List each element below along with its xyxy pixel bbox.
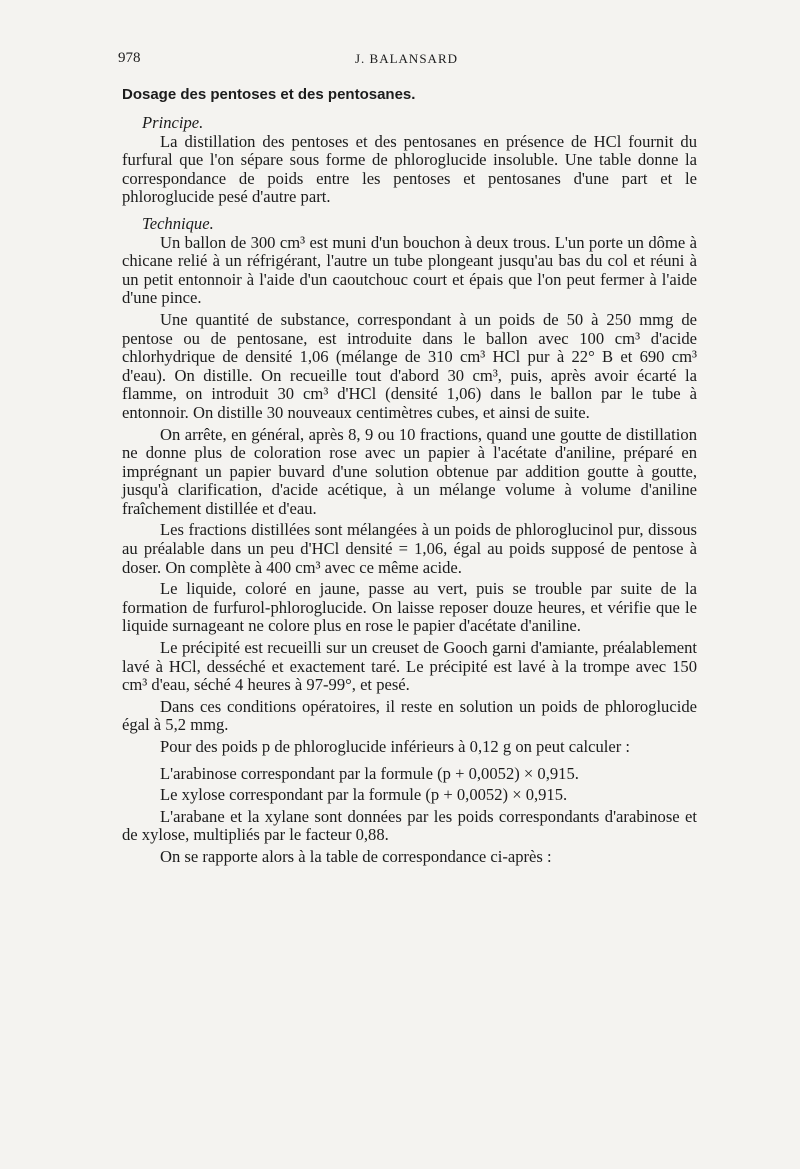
paragraph: On arrête, en général, après 8, 9 ou 10 fractions, quand une goutte de distillation ne donne plus de coloration rose avec un papier à l'acétate d'aniline, préparé en imprégnant un papier buvard d'une solution obtenue par addition goutte à goutte, jusqu'à clarification, d'acide acétique, à un mélange volume à volume d'aniline fraîchement distillée et d'eau.	[122, 424, 697, 518]
paragraph: Un ballon de 300 cm³ est muni d'un bouchon à deux trous. L'un porte un dôme à chicane relié à un réfrigérant, l'autre un tube plongeant jusqu'au bas du col et réuni à un petit entonnoir à l'aide d'un caoutchouc court et épais que l'on peut fermer à l'aide d'une pince.	[122, 232, 697, 308]
formula-arabinose: L'arabinose correspondant par la formule (p + 0,0052) × 0,915.	[160, 763, 579, 783]
page-body	[122, 86, 697, 867]
formula-xylose: Le xylose correspondant par la formule (p + 0,0052) × 0,915.	[160, 785, 568, 805]
page-number: 978	[118, 50, 141, 66]
paragraph: L'arabane et la xylane sont données par les poids correspondants d'arabinose et de xylose, multipliés par le facteur 0,88.	[122, 806, 697, 845]
paragraph: Le précipité est recueilli sur un creuset de Gooch garni d'amiante, préalablement lavé à HCl, desséché et exactement taré. Le précipité est lavé à la trompe avec 150 cm³ d'eau, séché 4 heures à 97-99°, et pesé.	[122, 638, 697, 695]
paragraph: Le liquide, coloré en jaune, passe au vert, puis se trouble par suite de la formation de furfurol-phloroglucide. On laisse reposer douze heures, et vérifie que le liquide surnageant ne colore plus en rose le papier d'acétate d'aniline.	[122, 579, 697, 636]
paragraph: Dans ces conditions opératoires, il reste en solution un poids de phloroglucide égal à 5,2 mmg.	[122, 696, 697, 735]
subheading-principe: Principe.	[142, 113, 204, 132]
paragraph-principe: La distillation des pentoses et des pentosanes en présence de HCl fournit du furfural que l'on sépare sous forme de phloroglucide insoluble. Une table donne la correspondance de poids entre les pentoses et pentosanes d'une part et le phloroglucide pesé d'autre part.	[122, 131, 697, 207]
section-title: Dosage des pentoses et des pentosanes.	[122, 86, 416, 103]
paragraph: On se rapporte alors à la table de correspondance ci-après :	[160, 846, 552, 866]
running-head-author: J. BALANSARD	[354, 51, 458, 66]
subheading-technique: Technique.	[142, 213, 214, 233]
paragraph: Les fractions distillées sont mélangées à un poids de phloroglucinol pur, dissous au préalable dans un peu d'HCl densité = 1,06, égal au poids supposé de pentose à doser. On complète à 400 cm³ avec ce même acide.	[122, 520, 697, 577]
paragraph: Pour des poids p de phloroglucide inférieurs à 0,12 g on peut calculer :	[160, 737, 631, 756]
paragraph: Une quantité de substance, correspondant à un poids de 50 à 250 mmg de pentose ou de pentosane, est introduite dans le ballon avec 100 cm³ d'acide chlorhydrique de densité 1,06 (mélange de 310 cm³ HCl pur à 22° B et 690 cm³ d'eau). On distille. On recueille tout d'abord 30 cm³, puis, après avoir écarté la flamme, on introduit 30 cm³ d'HCl (densité 1,06) dans le ballon par le tube à entonnoir. On distille 30 nouveaux centimètres cubes, et ainsi de suite.	[122, 309, 697, 422]
